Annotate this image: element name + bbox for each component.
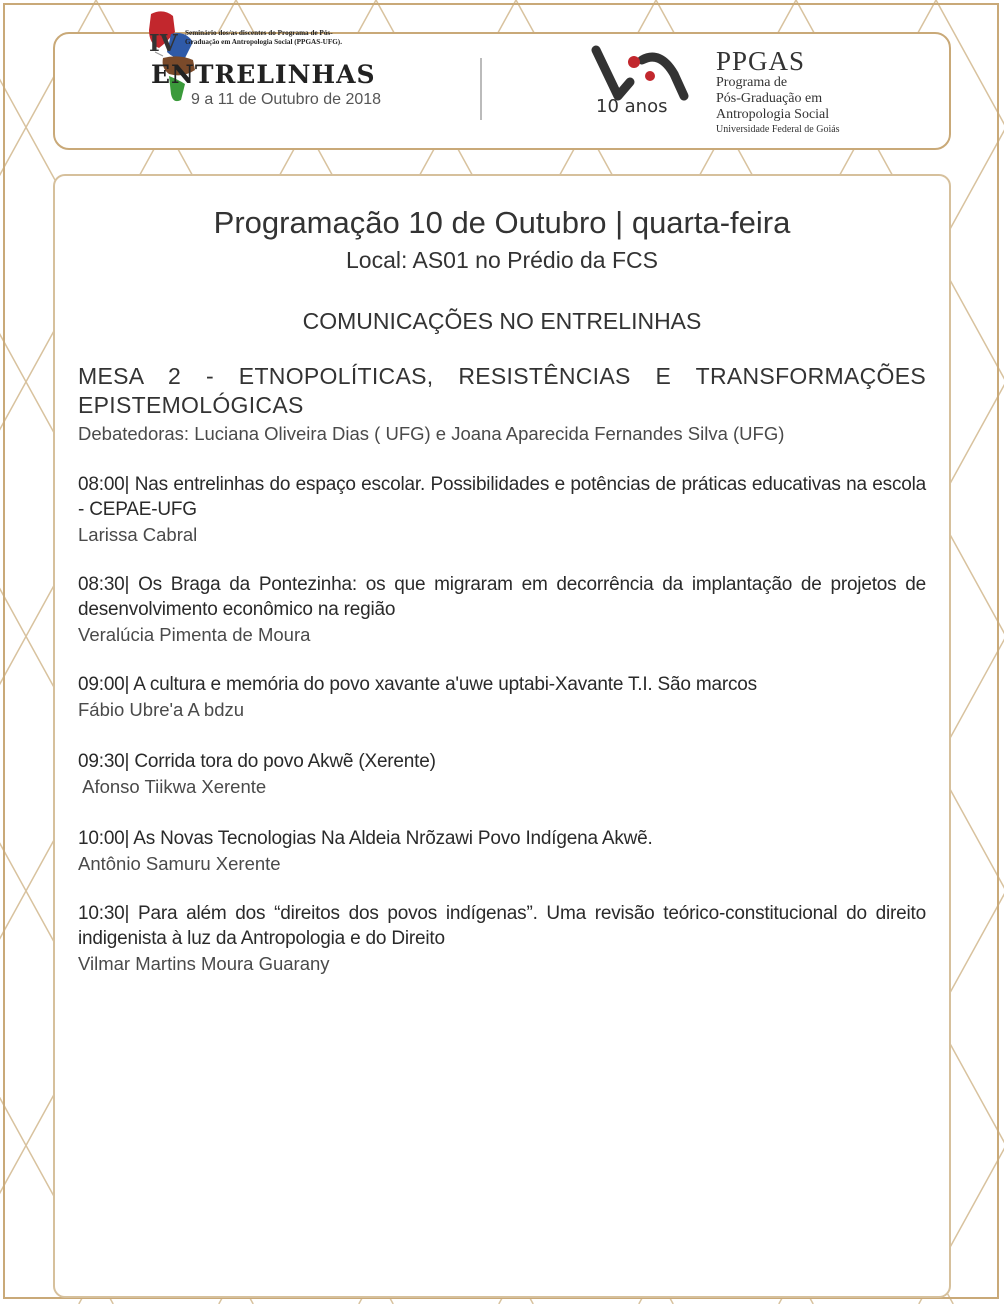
ppgas-line-2: Pós-Graduação em bbox=[716, 91, 823, 106]
talk-item bbox=[78, 472, 926, 547]
mesa-title: MESA 2 - ETNOPOLÍTICAS, RESISTÊNCIAS E TRANSFORMAÇÕES EPISTEMOLÓGICAS bbox=[78, 363, 926, 418]
ppgas-line-3: Antropologia Social bbox=[716, 107, 830, 122]
talk-title: 10:30| Para além dos “direitos dos povos indígenas”. Uma revisão teórico-constitucional do direito indigenista à luz da Antropologia e do Direito bbox=[78, 903, 926, 949]
talk-title: 08:30| Os Braga da Pontezinha: os que migraram em decorrência da implantação de projetos de desenvolvimento econômico na região bbox=[78, 574, 926, 620]
program-panel bbox=[53, 174, 951, 1298]
program-section-heading: COMUNICAÇÕES NO ENTRELINHAS bbox=[302, 308, 702, 334]
talk-title: 08:00| Nas entrelinhas do espaço escolar. Possibilidades e potências de práticas educativas na escola - CEPAE-UFG bbox=[78, 474, 926, 520]
talk-item bbox=[78, 901, 926, 976]
talk-title: 09:00| A cultura e memória do povo xavante a'uwe uptabi-Xavante T.I. São marcos bbox=[78, 674, 757, 695]
ppgas-logo bbox=[716, 47, 840, 137]
talk-author: Veralúcia Pimenta de Moura bbox=[78, 624, 311, 645]
talk-author: Antônio Samuru Xerente bbox=[78, 853, 281, 874]
talk-author: Larissa Cabral bbox=[78, 524, 198, 545]
talk-author: Afonso Tiikwa Xerente bbox=[78, 776, 267, 797]
event-edition: IV bbox=[149, 30, 178, 57]
talk-item bbox=[78, 826, 926, 876]
talk-item bbox=[78, 672, 926, 722]
entrelinhas-logo bbox=[95, 8, 415, 112]
event-name: ENTRELINHAS bbox=[151, 60, 376, 89]
event-description: Seminário dos/as discentes do Programa de Pós-Graduação em Antropologia Social (PPGAS-UFG). bbox=[185, 29, 342, 46]
event-dates: 9 a 11 de Outubro de 2018 bbox=[191, 91, 382, 108]
talk-title: 10:00| As Novas Tecnologias Na Aldeia Nrõzawi Povo Indígena Akwẽ. bbox=[78, 828, 653, 849]
ppgas-acronym: PPGAS bbox=[716, 46, 806, 76]
talk-title: 09:30| Corrida tora do povo Akwẽ (Xerente) bbox=[78, 751, 436, 772]
program-title: Programação 10 de Outubro | quarta-feira bbox=[213, 205, 791, 240]
talk-item bbox=[78, 572, 926, 647]
mesa-debaters: Debatedoras: Luciana Oliveira Dias ( UFG) e Joana Aparecida Fernandes Silva (UFG) bbox=[78, 423, 785, 444]
talk-author: Vilmar Martins Moura Guarany bbox=[78, 953, 330, 974]
program-location: Local: AS01 no Prédio da FCS bbox=[346, 247, 658, 273]
talk-author: Fábio Ubre'a A bdzu bbox=[78, 699, 245, 720]
talk-item bbox=[78, 749, 926, 799]
anniversary-label: 10 anos bbox=[596, 96, 668, 117]
ppgas-university: Universidade Federal de Goiás bbox=[716, 124, 840, 135]
ppgas-line-1: Programa de bbox=[716, 75, 788, 90]
header-divider bbox=[480, 58, 482, 120]
